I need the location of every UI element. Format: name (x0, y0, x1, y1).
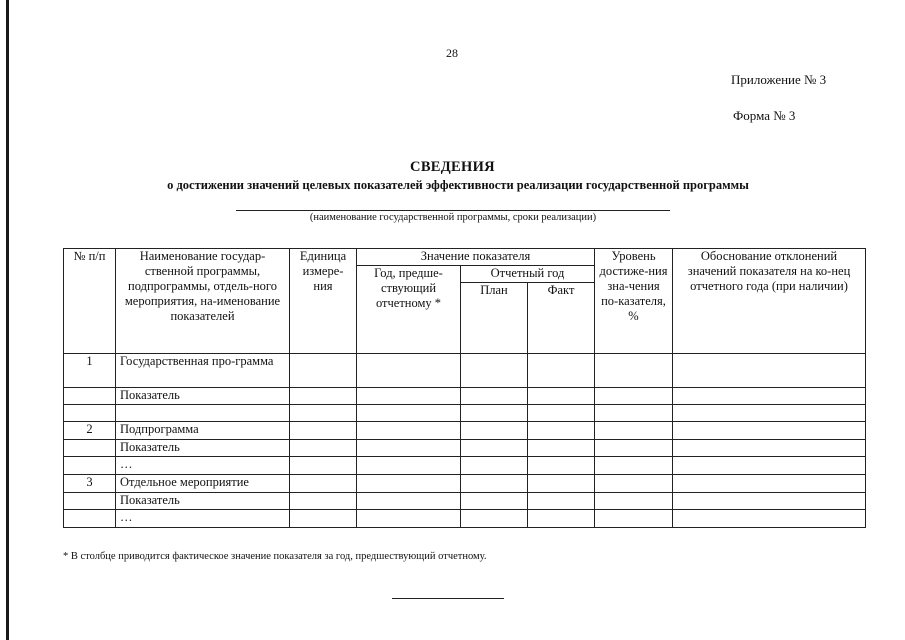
row-name: … (116, 457, 290, 475)
header-level: Уровень достиже-ния зна-чения по-казателя, % (595, 249, 673, 354)
row-num: 3 (64, 475, 116, 493)
row-name: Отдельное мероприятие (116, 475, 290, 493)
header-fact: Факт (528, 283, 595, 354)
row-name (116, 405, 290, 422)
indicators-table (63, 248, 866, 528)
appendix-label: Приложение № 3 (731, 72, 827, 87)
row-name: Показатель (116, 388, 290, 405)
program-name-caption: (наименование государственной программы, сроки реализации) (309, 212, 597, 223)
row-name: Подпрограмма (116, 422, 290, 440)
header-prev-year: Год, предше-ствующий отчетному * (357, 266, 461, 354)
row-num (64, 388, 116, 405)
page-number: 28 (446, 46, 458, 60)
row-name: … (116, 510, 290, 528)
left-margin-rule (6, 0, 9, 640)
header-name: Наименование государ-ственной программы, подпрограммы, отдель-ного мероприятия, на-именование показателей (116, 249, 290, 354)
form-number-label: Форма № 3 (733, 108, 796, 123)
table-row (64, 510, 866, 528)
footnote: * В столбце приводится фактическое значение показателя за год, предшествующий отчетному. (63, 551, 487, 562)
header-num: № п/п (64, 249, 116, 354)
row-num (64, 493, 116, 510)
row-name: Показатель (116, 440, 290, 457)
header-justification: Обоснование отклонений значений показателя на ко-нец отчетного года (при наличии) (673, 249, 866, 354)
table-row (64, 388, 866, 405)
row-num (64, 440, 116, 457)
header-plan: План (461, 283, 528, 354)
program-name-line (236, 210, 670, 211)
row-name: Показатель (116, 493, 290, 510)
table-row (64, 354, 866, 388)
table-row (64, 422, 866, 440)
table-row (64, 475, 866, 493)
row-num (64, 405, 116, 422)
header-unit: Единица измере-ния (290, 249, 357, 354)
row-num: 1 (64, 354, 116, 388)
table-row (64, 440, 866, 457)
document-title: СВЕДЕНИЯ (410, 159, 495, 175)
table-row (64, 493, 866, 510)
row-num: 2 (64, 422, 116, 440)
row-num (64, 457, 116, 475)
header-value-group: Значение показателя (357, 249, 595, 266)
end-rule (392, 598, 504, 599)
document-subtitle: о достижении значений целевых показателей эффективности реализации государственной программы (167, 178, 749, 192)
table-row (64, 405, 866, 422)
row-name: Государственная про-грамма (116, 354, 290, 388)
header-report-year: Отчетный год (461, 266, 595, 283)
table-row (64, 457, 866, 475)
row-num (64, 510, 116, 528)
